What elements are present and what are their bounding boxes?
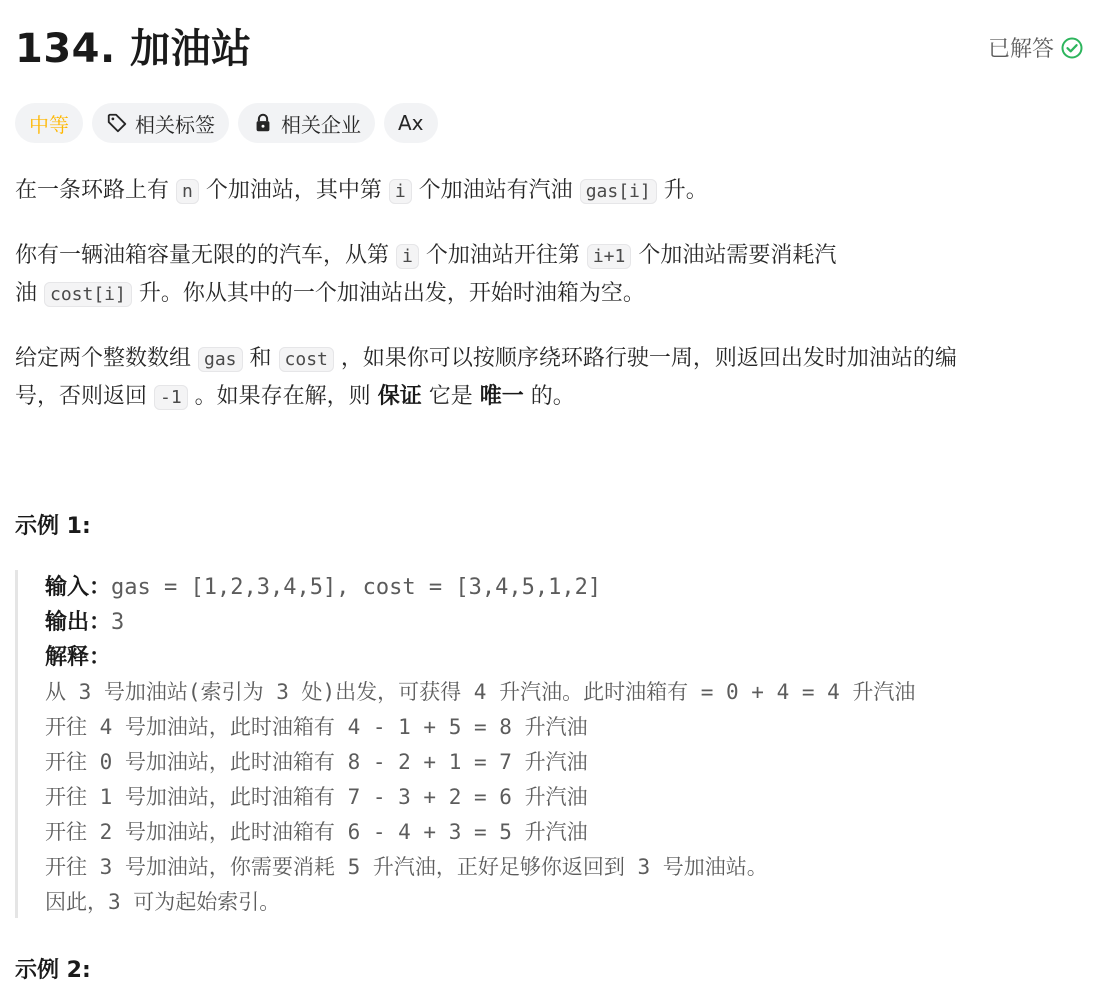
explanation-line: 开往 4 号加油站，此时油箱有 4 - 1 + 5 = 8 升汽油 bbox=[45, 715, 588, 739]
example-input-line: 输入：gas = [1,2,3,4,5], cost = [3,4,5,1,2] bbox=[45, 575, 602, 600]
description-paragraph-3: 给定两个整数数组 gas 和 cost ，如果你可以按顺序绕环路行驶一周，则返回出发时加油站的编 号，否则返回 -1 。如果存在解，则 保证 它是 唯一 的。 bbox=[15, 346, 957, 409]
inline-code: gas[i] bbox=[580, 179, 657, 204]
difficulty-badge[interactable] bbox=[15, 103, 83, 143]
inline-code: i+1 bbox=[587, 244, 632, 269]
inline-code: -1 bbox=[154, 385, 188, 410]
solved-label: 已解答 bbox=[987, 37, 1054, 62]
related-topics-label: 相关标签 bbox=[135, 112, 215, 137]
inline-code: cost bbox=[279, 347, 334, 372]
inline-code: gas bbox=[198, 347, 243, 372]
related-companies-label: 相关企业 bbox=[281, 112, 361, 137]
explanation-line: 开往 3 号加油站，你需要消耗 5 升汽油，正好足够你返回到 3 号加油站。 bbox=[45, 855, 768, 879]
check-circle-icon bbox=[1060, 36, 1084, 60]
explanation-line: 开往 0 号加油站，此时油箱有 8 - 2 + 1 = 7 升汽油 bbox=[45, 750, 588, 774]
example-2-title: 示例 2: bbox=[15, 958, 91, 983]
explanation-line: 因此，3 可为起始索引。 bbox=[45, 890, 281, 914]
related-companies-button[interactable] bbox=[238, 103, 375, 143]
problem-description bbox=[15, 172, 1085, 443]
description-paragraph-2: 你有一辆油箱容量无限的的汽车，从第 i 个加油站开往第 i+1 个加油站需要消耗汽 油 cost[i] 升。你从其中的一个加油站出发，开始时油箱为空。 bbox=[15, 243, 837, 306]
inline-code: i bbox=[396, 244, 419, 269]
font-size-button[interactable] bbox=[384, 103, 438, 143]
explanation-line: 开往 2 号加油站，此时油箱有 6 - 4 + 3 = 5 升汽油 bbox=[45, 820, 588, 844]
solved-status[interactable] bbox=[988, 32, 1084, 63]
example-explanation-label: 解释： bbox=[45, 645, 112, 670]
lock-icon bbox=[252, 112, 274, 134]
example-output-line: 输出：3 bbox=[45, 610, 125, 635]
problem-tags bbox=[15, 103, 438, 143]
example-1-title: 示例 1: bbox=[15, 514, 91, 539]
explanation-line: 开往 1 号加油站，此时油箱有 7 - 3 + 2 = 6 升汽油 bbox=[45, 785, 588, 809]
inline-code: cost[i] bbox=[44, 282, 132, 307]
description-paragraph-1: 在一条环路上有 n 个加油站，其中第 i 个加油站有汽油 gas[i] 升。 bbox=[15, 178, 708, 203]
problem-header bbox=[15, 18, 1084, 78]
font-size-icon: Ax bbox=[398, 111, 424, 135]
difficulty-label: 中等 bbox=[29, 112, 69, 137]
inline-code: i bbox=[389, 179, 412, 204]
inline-code: n bbox=[176, 179, 199, 204]
example-1-block bbox=[15, 570, 1085, 918]
related-topics-button[interactable] bbox=[92, 103, 229, 143]
explanation-line: 从 3 号加油站(索引为 3 处)出发，可获得 4 升汽油。此时油箱有 = 0 + 4 = 4 升汽油 bbox=[45, 680, 916, 704]
problem-title[interactable]: 134. 加油站 bbox=[15, 26, 252, 72]
tag-icon bbox=[106, 112, 128, 134]
